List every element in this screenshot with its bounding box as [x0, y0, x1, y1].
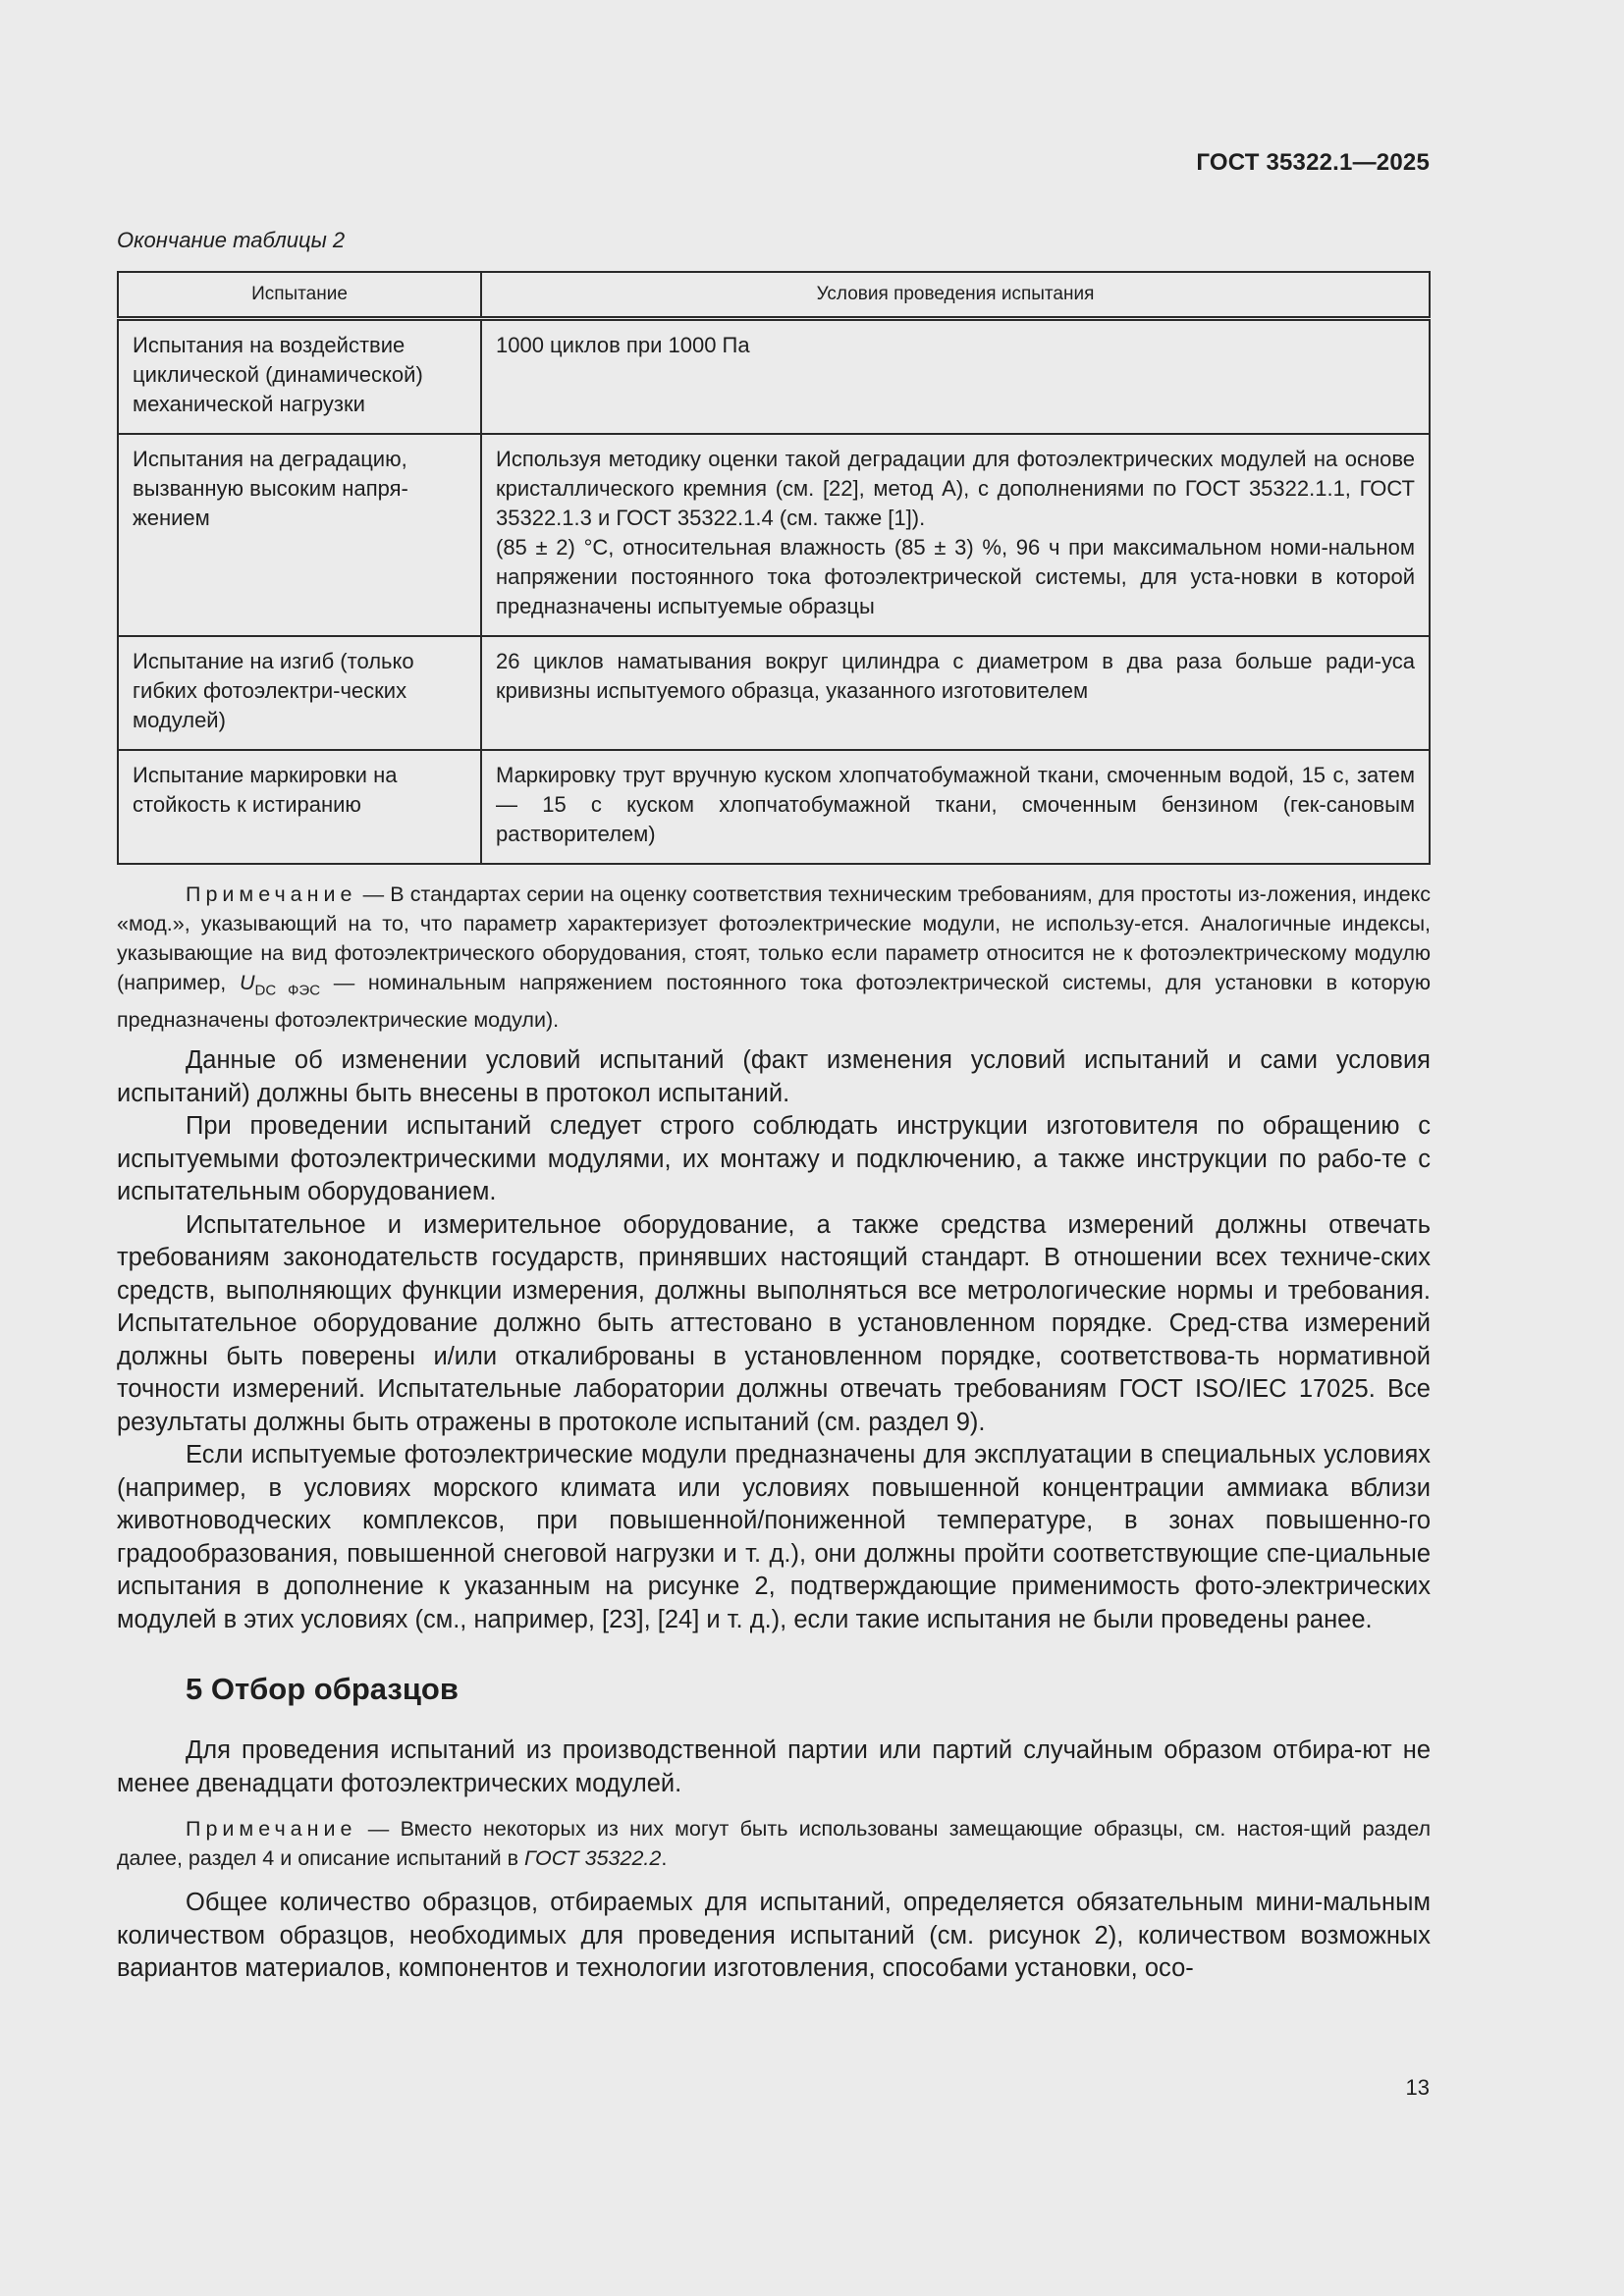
body-text	[117, 880, 1431, 1986]
note	[117, 1814, 1431, 1873]
note-text: — Вместо некоторых из них могут быть использованы замещающие образцы, см. настоя-щий раздел далее, раздел 4 и описание испытаний в	[117, 1817, 1431, 1871]
note	[117, 880, 1431, 1035]
conditions-text: 1000 циклов при 1000 Па	[496, 333, 750, 357]
note-label: Примечание	[186, 1817, 357, 1842]
column-header-conditions: Условия проведения испытания	[481, 272, 1430, 319]
note-text: .	[661, 1846, 668, 1871]
paragraph: Для проведения испытаний из производственной партии или партий случайным образом отбира-ют не менее двенадцати фотоэлектрических модулей.	[117, 1736, 1431, 1797]
section-heading: 5 Отбор образцов	[186, 1672, 459, 1707]
note-label: Примечание	[186, 882, 357, 906]
paragraph: Общее количество образцов, отбираемых для испытаний, определяется обязательным мини-мальным количеством образцов, необходимых для проведения испытаний (см. рисунок 2), количеством возможных вариантов материалов, компонентов и технологии изготовления, способами установки, осо-	[117, 1889, 1431, 1983]
table-caption: Окончание таблицы 2	[117, 228, 346, 252]
test-conditions-table	[117, 271, 1431, 865]
document-id: ГОСТ 35322.1—2025	[1196, 149, 1430, 176]
column-header-test: Испытание	[118, 272, 481, 319]
paragraph: Испытательное и измерительное оборудование, а также средства измерений должны отвечать требованиям законодательств государств, принявших настоящий стандарт. В отношении всех техниче-ских средств, выполняющих функции измерения, должны выполняться все метрологические нормы и требования. Испытательное оборудование должно быть аттестовано в установленном порядке. Сред-ства измерений должны быть поверены и/или откалиброваны в установленном порядке, соответствова-ть нормативной точности измерений. Испытательные лаборатории должны отвечать требованиям ГОСТ ISO/IEC 17025. Все результаты должны быть отражены в протоколе испытаний (см. раздел 9).	[117, 1210, 1431, 1436]
paragraph: Если испытуемые фотоэлектрические модули предназначены для эксплуатации в специальных условиях (например, в условиях морского климата или условиях повышенной концентрации аммиака вблизи животноводческих комплексов, при повышенной/пониженной температуре, в зонах повышенно-го градообразования, повышенной снеговой нагрузки и т. д.), они должны пройти соответствующие спе-циальные испытания в дополнение к указанным на рисунке 2, подтверждающие применимость фото-электрических модулей в этих условиях (см., например, [23], [24] и т. д.), если такие испытания не были проведены ранее.	[117, 1441, 1431, 1633]
note-text: — номинальным напряжением постоянного тока фотоэлектрической системы, для установки в которую предназначены фотоэлектрические модули).	[117, 971, 1431, 1033]
paragraph: При проведении испытаний следует строго соблюдать инструкции изготовителя по обращению с испытуемыми фотоэлектрическими модулями, их монтажу и подключению, а также инструкции по рабо-те с испытательным оборудованием.	[117, 1112, 1431, 1206]
page-number: 13	[1405, 2075, 1430, 2100]
note-text: — В стандартах серии на оценку соответствия техническим требованиям, для простоты из-ложения, индекс «мод.», указывающий на то, что параметр характеризует фотоэлектрические модули, не использу-ется. Аналогичные индексы, указывающие на вид фотоэлектрического оборудования, стоят, только если параметр относится не к фотоэлектрическому модулю (например,	[117, 882, 1431, 994]
voltage-symbol: U	[239, 971, 255, 994]
table-cell-test: Испытания на деградацию, вызванную высоким напря-жением	[118, 434, 481, 636]
voltage-subscript: DC ФЭС	[254, 982, 321, 999]
table-cell-conditions	[481, 434, 1430, 636]
table-row	[118, 434, 1430, 636]
table-cell-conditions	[481, 636, 1430, 750]
table-cell-test: Испытания на воздействие циклической (динамической) механической нагрузки	[118, 319, 481, 435]
table-cell-conditions	[481, 319, 1430, 435]
table-row	[118, 750, 1430, 864]
table-header-row	[118, 272, 1430, 319]
conditions-text: Маркировку трут вручную куском хлопчатобумажной ткани, смоченным водой, 15 с, затем — 15 с куском хлопчатобумажной ткани, смоченным бензином (гек-сановым растворителем)	[496, 763, 1415, 846]
conditions-text: Используя методику оценки такой деградации для фотоэлектрических модулей на основе кристаллического кремния (см. [22], метод А), с дополнениями по ГОСТ 35322.1.1, ГОСТ 35322.1.3 и ГОСТ 35322.1.4 (см. также [1]).	[496, 447, 1415, 530]
paragraph: Данные об изменении условий испытаний (факт изменения условий испытаний и сами условия испытаний) должны быть внесены в протокол испытаний.	[117, 1046, 1431, 1107]
table-row	[118, 319, 1430, 435]
table-cell-conditions	[481, 750, 1430, 864]
table-row	[118, 636, 1430, 750]
conditions-text: 26 циклов наматывания вокруг цилиндра с диаметром в два раза больше ради-уса кривизны испытуемого образца, указанного изготовителем	[496, 649, 1415, 703]
conditions-text: (85 ± 2) °C, относительная влажность (85 ± 3) %, 96 ч при максимальном номи-нальном напряжении постоянного тока фотоэлектрической системы, для уста-новки в которой предназначены испытуемые образцы	[496, 535, 1415, 618]
table-cell-test: Испытание маркировки на стойкость к истиранию	[118, 750, 481, 864]
standard-reference: ГОСТ 35322.2	[524, 1846, 662, 1871]
table-cell-test: Испытание на изгиб (только гибких фотоэлектри-ческих модулей)	[118, 636, 481, 750]
